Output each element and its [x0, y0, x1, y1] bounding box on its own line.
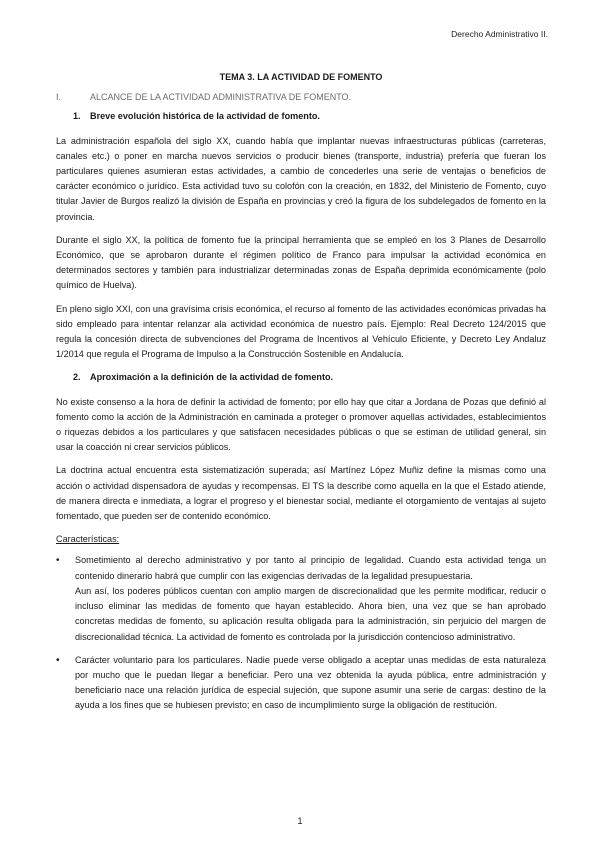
list-item-text: Aun así, los poderes públicos cuentan con amplio margen de discrecionalidad que les permite modificar, reducir o incluso eliminar las medidas de fomento que hayan establecido. Ahora bien, una vez que se han aprobado concretas medidas de fomento, su aplicación resulta obligada para la administración, sin perjuicio del margen de discrecionalidad técnica. La actividad de fomento es controlada por la jurisdicción contencioso administrativo.: [75, 585, 546, 642]
subsection-number: 2.: [73, 372, 81, 383]
subsection-heading-2: [73, 370, 546, 385]
bullet-icon: •: [56, 654, 60, 666]
bullet-icon: •: [56, 555, 60, 567]
page-title: TEMA 3. LA ACTIVIDAD DE FOMENTO: [219, 72, 383, 82]
page-content: [56, 70, 546, 722]
subsection-label: Breve evolución histórica de la actividad de fomento.: [90, 111, 320, 122]
characteristics-list: [56, 553, 546, 713]
running-header: Derecho Administrativo II.: [451, 29, 548, 39]
characteristics-heading: Características:: [56, 534, 120, 545]
section-label: ALCANCE DE LA ACTIVIDAD ADMINISTRATIVA DE FOMENTO.: [90, 92, 352, 103]
paragraph: La administración española del siglo XX, cuando había que implantar nuevas infraestructuras públicas (carreteras, canales etc.) o poner en marcha nuevos servicios o producir bienes (transporte, industria) prefería que fueran los particulares quienes asumieran estas actividades, a cambio de concederles una serie de ventajas o beneficios de carácter económico o jurídico. Esta actividad tuvo su colofón con la creación, en 1832, del Ministerio de Fomento, cuyo titular Javier de Burgos realizó la división de España en provincias y creó la figura de los subdelegados de fomento en la provincia.: [56, 135, 546, 222]
list-item-text: Carácter voluntario para los particulares. Nadie puede verse obligado a aceptar unas medidas de esta naturaleza por mucho que le puedan llegar a beneficiar. Pero una vez obtenida la ayuda pública, entre administración y beneficiario nace una relación jurídica de especial sujeción, que supone asumir una serie de cargas: destino de la ayuda a los fines que se hubiesen previsto; en caso de incumplimiento surge la obligación de restitución.: [75, 654, 546, 711]
list-item: [56, 553, 546, 644]
section-heading: [56, 90, 546, 105]
section-number: I.: [56, 92, 62, 103]
paragraph: No existe consenso a la hora de definir la actividad de fomento; por ello hay que citar a Jordana de Pozas que definió al fomento como la acción de la Administración en caminada a proteger o promover aquellas actividades, establecimientos o riquezas debidos a los particulares y que satisfacen necesidades públicas o que se estiman de utilidad general, sin usar la coacción ni crear servicios públicos.: [56, 396, 546, 453]
subsection-heading-1: [73, 109, 546, 124]
paragraph: La doctrina actual encuentra esta sistematización superada; así Martínez López Muñiz define la mismas como una acción o actividad dispensadora de ayudas y recompensas. El TS la describe como aquella en la que el Estado atiende, de manera directa e inmediata, a lograr el progreso y el bienestar social, mediante el otorgamiento de ventajas al sujeto fomentado, que pueden ser de contenido económico.: [56, 465, 546, 522]
list-item: [56, 653, 546, 714]
subsection-label: Aproximación a la definición de la actividad de fomento.: [90, 372, 334, 383]
page-number: 1: [297, 816, 303, 826]
subsection-number: 1.: [73, 111, 81, 122]
paragraph: Durante el siglo XX, la política de fomento fue la principal herramienta que se empleó en los 3 Planes de Desarrollo Económico, que se aprobaron durante el régimen político de Franco para impulsar la actividad económica en determinados sectores y también para industrializar determinadas zonas de España deprimida económicamente (polo químico de Huelva).: [56, 234, 546, 291]
paragraph: En pleno siglo XXI, con una gravísima crisis económica, el recurso al fomento de las actividades económicas privadas ha sido empleado para intentar relanzar ala actividad económica de nuestro país. Ejemplo: Real Decreto 124/2015 que regula la concesión directa de subvenciones del Programa de Incentivos al Vehículo Eficiente, y Decreto Ley Andaluz 1/2014 que regula el Programa de Impulso a la Construcción Sostenible en Andalucía.: [56, 303, 546, 360]
list-item-text: Sometimiento al derecho administrativo y por tanto al principio de legalidad. Cuando esta actividad tenga un contenido dinerario habrá que cumplir con las exigencias derivadas de la legalidad presupuestaria.: [75, 555, 546, 581]
